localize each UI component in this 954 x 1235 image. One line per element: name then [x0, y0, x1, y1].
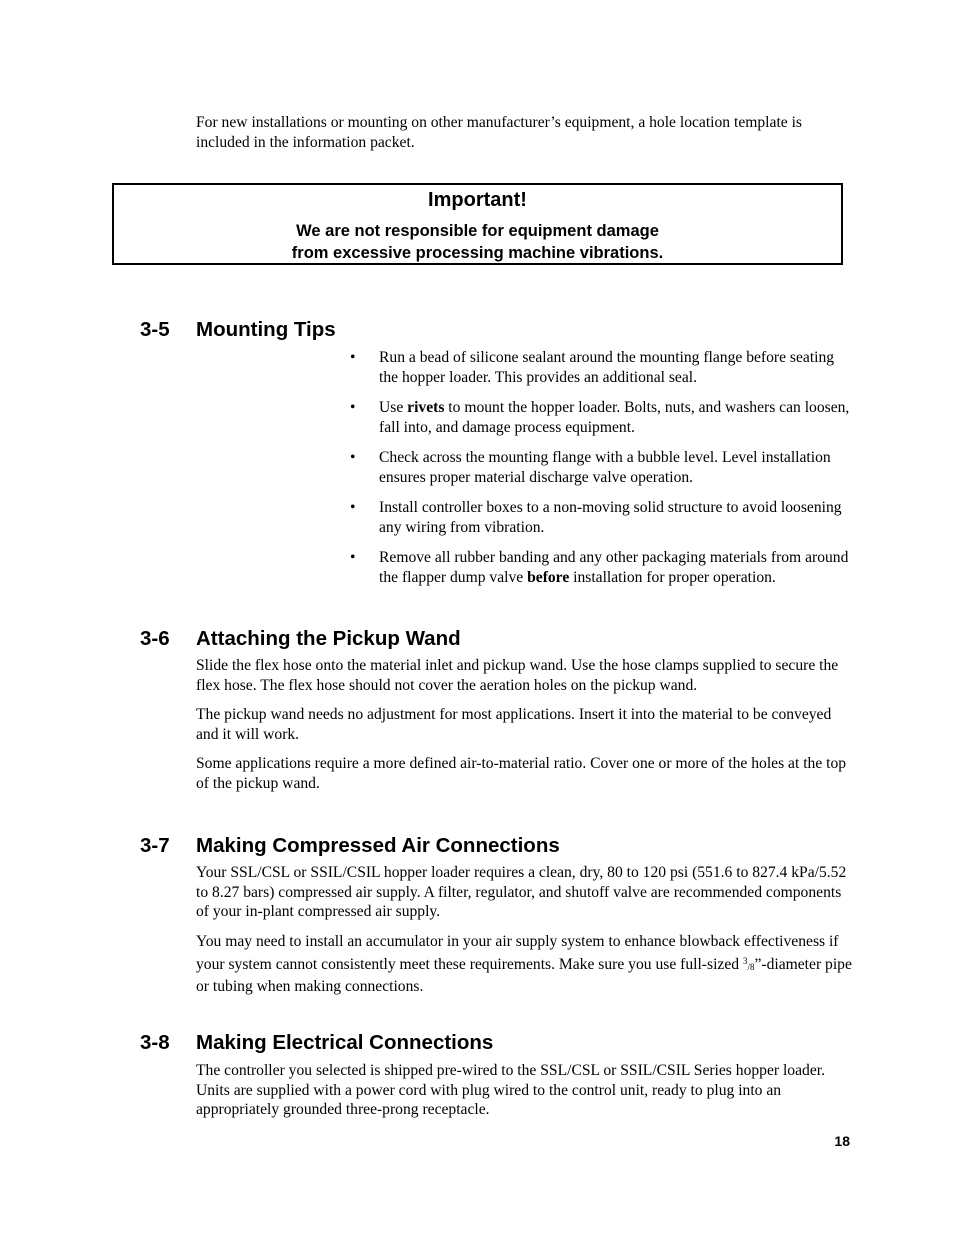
paragraph: Your SSL/CSL or SSIL/CSIL hopper loader requires a clean, dry, 80 to 120 psi (551.6 to 827.4 kPa/5.52 to 8.27 bars) compressed air supply. A filter, regulator, and shutoff valve are recommended components of your in-plant compressed air supply.	[196, 864, 847, 921]
section-number: 3-8	[140, 1031, 170, 1054]
important-line-1: We are not responsible for equipment damage	[296, 222, 659, 240]
section-title: Making Compressed Air Connections	[196, 834, 560, 857]
page-number: 18	[834, 1133, 850, 1149]
bullet-icon: •	[350, 499, 356, 516]
list-item-text: Remove all rubber banding and any other packaging materials from around the flapper dump valve before installation for proper operation.	[379, 549, 849, 586]
emphasis-rivets: rivets	[407, 399, 445, 416]
list-item-text: Check across the mounting flange with a bubble level. Level installation ensures proper material discharge valve operation.	[379, 449, 831, 486]
section-title: Making Electrical Connections	[196, 1031, 494, 1054]
section-title: Mounting Tips	[196, 318, 336, 341]
list-item-text: Use rivets to mount the hopper loader. Bolts, nuts, and washers can loosen, fall into, and damage process equipment.	[379, 399, 850, 436]
section-number: 3-7	[140, 834, 170, 857]
important-notice-box	[112, 183, 843, 265]
list-item-text: Run a bead of silicone sealant around the mounting flange before seating the hopper loader. This provides an additional seal.	[379, 349, 835, 386]
paragraph: Some applications require a more defined air-to-material ratio. Cover one or more of the holes at the top of the pickup wand.	[196, 755, 847, 792]
bullet-icon: •	[350, 449, 356, 466]
fraction-numerator: 3	[742, 955, 748, 966]
paragraph: Slide the flex hose onto the material inlet and pickup wand. Use the hose clamps supplied to secure the flex hose. The flex hose should not cover the aeration holes on the pickup wand.	[196, 657, 839, 694]
fraction-denominator: 8	[749, 961, 755, 972]
fraction-separator: /	[747, 961, 750, 972]
important-title: Important!	[428, 189, 527, 211]
section-title: Attaching the Pickup Wand	[196, 627, 461, 650]
section-heading-3-8	[140, 1030, 493, 1056]
section-heading-3-6	[140, 626, 461, 652]
paragraph: The pickup wand needs no adjustment for most applications. Insert it into the material to be conveyed and it will work.	[196, 706, 832, 743]
emphasis-before: before	[527, 568, 570, 586]
section-number: 3-5	[140, 318, 170, 341]
paragraph: The controller you selected is shipped pre-wired to the SSL/CSL or SSIL/CSIL Series hopper loader. Units are supplied with a power cord with plug wired to the control unit, ready to plug into an appropriately grounded three-prong receptacle.	[196, 1062, 825, 1119]
important-line-2: from excessive processing machine vibrations.	[291, 244, 664, 262]
intro-paragraph: For new installations or mounting on other manufacturer’s equipment, a hole location template is included in the information packet.	[196, 114, 802, 151]
section-heading-3-5	[140, 317, 336, 343]
paragraph: You may need to install an accumulator in your air supply system to enhance blowback effectiveness if your system cannot consistently meet these requirements. Make sure you use full-sized $^3$/8”-diameter pipe or tubing when making connections.	[196, 933, 852, 996]
bullet-icon: •	[350, 349, 356, 366]
list-item-text: Install controller boxes to a non-moving solid structure to avoid loosening any wiring from vibration.	[379, 499, 842, 536]
section-number: 3-6	[140, 627, 170, 650]
bullet-icon: •	[350, 549, 356, 566]
bullet-icon: •	[350, 399, 356, 416]
section-heading-3-7	[140, 833, 560, 859]
